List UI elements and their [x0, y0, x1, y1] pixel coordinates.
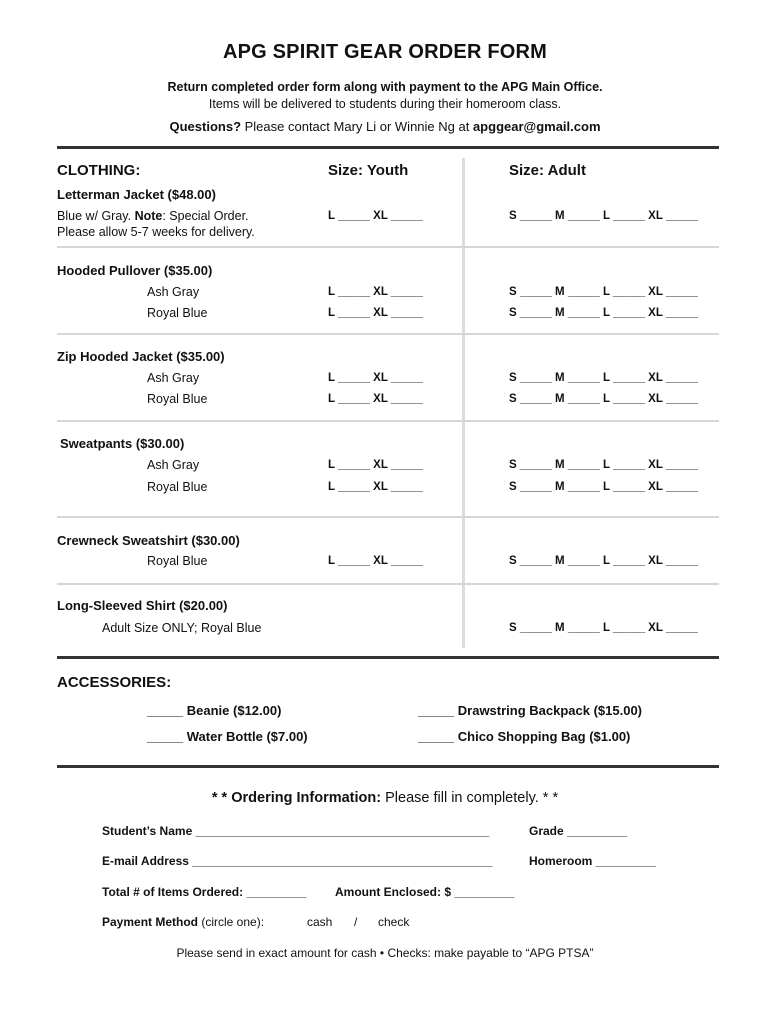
letterman-youth-sizes[interactable]: L _____ XL _____ [328, 210, 423, 222]
homeroom-field[interactable]: Homeroom _________ [529, 854, 656, 868]
zip-jacket-ash-adult-sizes[interactable]: S _____ M _____ L _____ XL _____ [509, 372, 698, 384]
item-title-crewneck-sweatshirt: Crewneck Sweatshirt ($30.00) [57, 533, 240, 548]
hooded-pullover-blue-adult-sizes[interactable]: S _____ M _____ L _____ XL _____ [509, 307, 698, 319]
sweatpants-ash-youth-sizes[interactable]: L _____ XL _____ [328, 459, 423, 471]
letterman-desc-prefix: Blue w/ Gray. [57, 209, 135, 223]
letterman-adult-sizes[interactable]: S _____ M _____ L _____ XL _____ [509, 210, 698, 222]
clothing-heading: CLOTHING: [57, 162, 141, 179]
payment-method-label [102, 915, 264, 929]
ordering-title-bold: Ordering Information: [231, 790, 382, 806]
row-divider [57, 246, 719, 248]
crewneck-youth-sizes[interactable]: L _____ XL _____ [328, 555, 423, 567]
questions-text: Please contact Mary Li or Winnie Ng at [241, 119, 473, 134]
delivery-note: Items will be delivered to students during their homeroom class. [208, 97, 562, 111]
crewneck-color-royal-blue: Royal Blue [147, 554, 208, 568]
return-instructions: Return completed order form along with payment to the APG Main Office. [167, 80, 603, 94]
long-sleeve-adult-sizes[interactable]: S _____ M _____ L _____ XL _____ [509, 622, 698, 634]
item-title-hooded-pullover: Hooded Pullover ($35.00) [57, 263, 213, 278]
sweatpants-color-royal-blue: Royal Blue [147, 480, 208, 494]
crewneck-adult-sizes[interactable]: S _____ M _____ L _____ XL _____ [509, 555, 698, 567]
payment-option-cash[interactable]: cash [307, 915, 333, 929]
questions-line [0, 119, 770, 134]
total-items-field[interactable]: Total # of Items Ordered: _________ [102, 885, 307, 899]
sweatpants-blue-youth-sizes[interactable]: L _____ XL _____ [328, 481, 423, 493]
hooded-pullover-blue-youth-sizes[interactable]: L _____ XL _____ [328, 307, 423, 319]
zip-jacket-color-royal-blue: Royal Blue [147, 392, 208, 406]
hooded-pullover-ash-youth-sizes[interactable]: L _____ XL _____ [328, 286, 423, 298]
payment-option-check[interactable]: check [378, 915, 410, 929]
row-divider [57, 583, 719, 585]
zip-jacket-blue-adult-sizes[interactable]: S _____ M _____ L _____ XL _____ [509, 393, 698, 405]
amount-enclosed-field[interactable]: Amount Enclosed: $ _________ [335, 885, 515, 899]
column-divider [462, 158, 465, 648]
accessory-drawstring-backpack[interactable]: _____ Drawstring Backpack ($15.00) [418, 703, 643, 718]
item-title-letterman-jacket: Letterman Jacket ($48.00) [57, 187, 216, 202]
header-divider [57, 146, 719, 149]
accessory-beanie[interactable]: _____ Beanie ($12.00) [147, 703, 282, 718]
row-divider [57, 420, 719, 422]
ordering-title-prefix: * * [211, 790, 232, 806]
letterman-description [57, 209, 249, 223]
hooded-pullover-color-royal-blue: Royal Blue [147, 306, 208, 320]
item-title-long-sleeved-shirt: Long-Sleeved Shirt ($20.00) [57, 598, 228, 613]
payment-method-text: Payment Method [102, 915, 199, 929]
form-title: APG SPIRIT GEAR ORDER FORM [222, 41, 548, 63]
letterman-desc-suffix: : Special Order. [162, 209, 249, 223]
email-field[interactable]: E-mail Address _____________________________________________ [102, 854, 493, 868]
accessory-water-bottle[interactable]: _____ Water Bottle ($7.00) [147, 729, 308, 744]
long-sleeve-note: Adult Size ONLY; Royal Blue [102, 621, 262, 635]
sweatpants-blue-adult-sizes[interactable]: S _____ M _____ L _____ XL _____ [509, 481, 698, 493]
item-title-zip-hooded-jacket: Zip Hooded Jacket ($35.00) [57, 349, 225, 364]
letterman-delivery-note: Please allow 5-7 weeks for delivery. [57, 225, 255, 239]
zip-jacket-blue-youth-sizes[interactable]: L _____ XL _____ [328, 393, 423, 405]
youth-size-heading: Size: Youth [328, 162, 409, 179]
questions-label: Questions? [169, 119, 242, 134]
zip-jacket-ash-youth-sizes[interactable]: L _____ XL _____ [328, 372, 423, 384]
contact-email[interactable]: apggear@gmail.com [472, 119, 601, 134]
payment-method-hint: (circle one): [198, 915, 265, 929]
payment-footer-note: Please send in exact amount for cash • Checks: make payable to “APG PTSA” [176, 946, 594, 960]
accessories-heading: ACCESSORIES: [57, 674, 172, 691]
accessory-shopping-bag[interactable]: _____ Chico Shopping Bag ($1.00) [418, 729, 631, 744]
hooded-pullover-color-ash-gray: Ash Gray [147, 285, 200, 299]
row-divider [57, 333, 719, 335]
adult-size-heading: Size: Adult [509, 162, 586, 179]
grade-field[interactable]: Grade _________ [529, 824, 628, 838]
item-title-sweatpants: Sweatpants ($30.00) [60, 436, 185, 451]
clothing-divider [57, 656, 719, 659]
row-divider [57, 516, 719, 518]
ordering-info-title [0, 790, 770, 806]
hooded-pullover-ash-adult-sizes[interactable]: S _____ M _____ L _____ XL _____ [509, 286, 698, 298]
sweatpants-ash-adult-sizes[interactable]: S _____ M _____ L _____ XL _____ [509, 459, 698, 471]
ordering-title-rest: Please fill in completely. * * [381, 790, 559, 806]
accessories-divider [57, 765, 719, 768]
student-name-field[interactable]: Student’s Name ____________________________________________ [102, 824, 490, 838]
payment-option-separator: / [354, 915, 358, 929]
letterman-note-label: Note [134, 209, 163, 223]
zip-jacket-color-ash-gray: Ash Gray [147, 371, 200, 385]
sweatpants-color-ash-gray: Ash Gray [147, 458, 200, 472]
